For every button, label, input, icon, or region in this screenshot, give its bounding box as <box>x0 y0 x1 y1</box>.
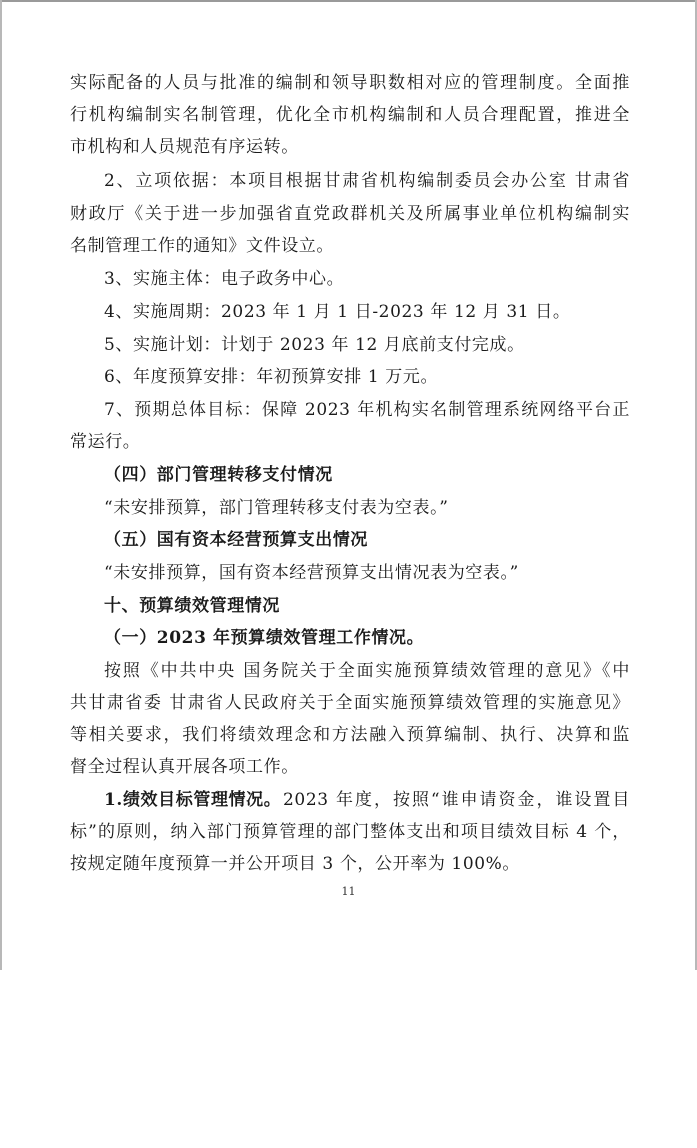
body-line: 财政厅《关于进一步加强省直党政群机关及所属事业单位机构编制实 <box>70 204 630 224</box>
subsection-heading-1: （一）2023 年预算绩效管理工作情况。 <box>104 628 425 648</box>
body-line: “未安排预算，国有资本经营预算支出情况表为空表。” <box>104 563 519 583</box>
body-line: 常运行。 <box>70 432 141 452</box>
chapter-heading-10: 十、预算绩效管理情况 <box>104 596 280 616</box>
body-line: 实际配备的人员与批准的编制和领导职数相对应的管理制度。全面推 <box>70 73 630 93</box>
body-line: 行机构编制实名制管理，优化全市机构编制和人员合理配置，推进全 <box>70 105 630 125</box>
body-line: 按规定随年度预算一并公开项目 3 个，公开率为 100%。 <box>70 854 521 874</box>
overall-goal-line: 7、预期总体目标：保障 2023 年机构实名制管理系统网络平台正 <box>104 400 630 420</box>
section-heading-4: （四）部门管理转移支付情况 <box>104 465 333 485</box>
body-line: 督全过程认真开展各项工作。 <box>70 757 299 777</box>
body-line: 共甘肃省委 甘肃省人民政府关于全面实施预算绩效管理的实施意见》 <box>70 693 630 713</box>
body-line: “未安排预算，部门管理转移支付表为空表。” <box>104 498 449 518</box>
implementation-period-line: 4、实施周期：2023 年 1 月 1 日-2023 年 12 月 31 日。 <box>104 302 571 322</box>
implementer-line: 3、实施主体：电子政务中心。 <box>104 269 345 289</box>
body-line: 2023 年度，按照“谁申请资金，谁设置目 <box>283 790 630 810</box>
body-line: 市机构和人员规范有序运转。 <box>70 137 299 157</box>
implementation-plan-line: 5、实施计划：计划于 2023 年 12 月底前支付完成。 <box>104 335 525 355</box>
body-line: 等相关要求，我们将绩效理念和方法融入预算编制、执行、决算和监 <box>70 725 630 745</box>
top-border <box>0 0 697 2</box>
left-border <box>0 0 2 970</box>
annual-budget-line: 6、年度预算安排：年初预算安排 1 万元。 <box>104 367 439 387</box>
section-heading-5: （五）国有资本经营预算支出情况 <box>104 530 368 550</box>
body-line: 标”的原则，纳入部门预算管理的部门整体支出和项目绩效目标 4 个， <box>70 822 630 842</box>
page-number: 11 <box>341 885 356 898</box>
project-basis-line: 2、立项依据：本项目根据甘肃省机构编制委员会办公室 甘肃省 <box>104 171 630 191</box>
performance-target-heading: 1.绩效目标管理情况。 <box>104 790 282 810</box>
body-line: 按照《中共中央 国务院关于全面实施预算绩效管理的意见》《中 <box>104 661 630 681</box>
body-line: 名制管理工作的通知》文件设立。 <box>70 236 334 256</box>
